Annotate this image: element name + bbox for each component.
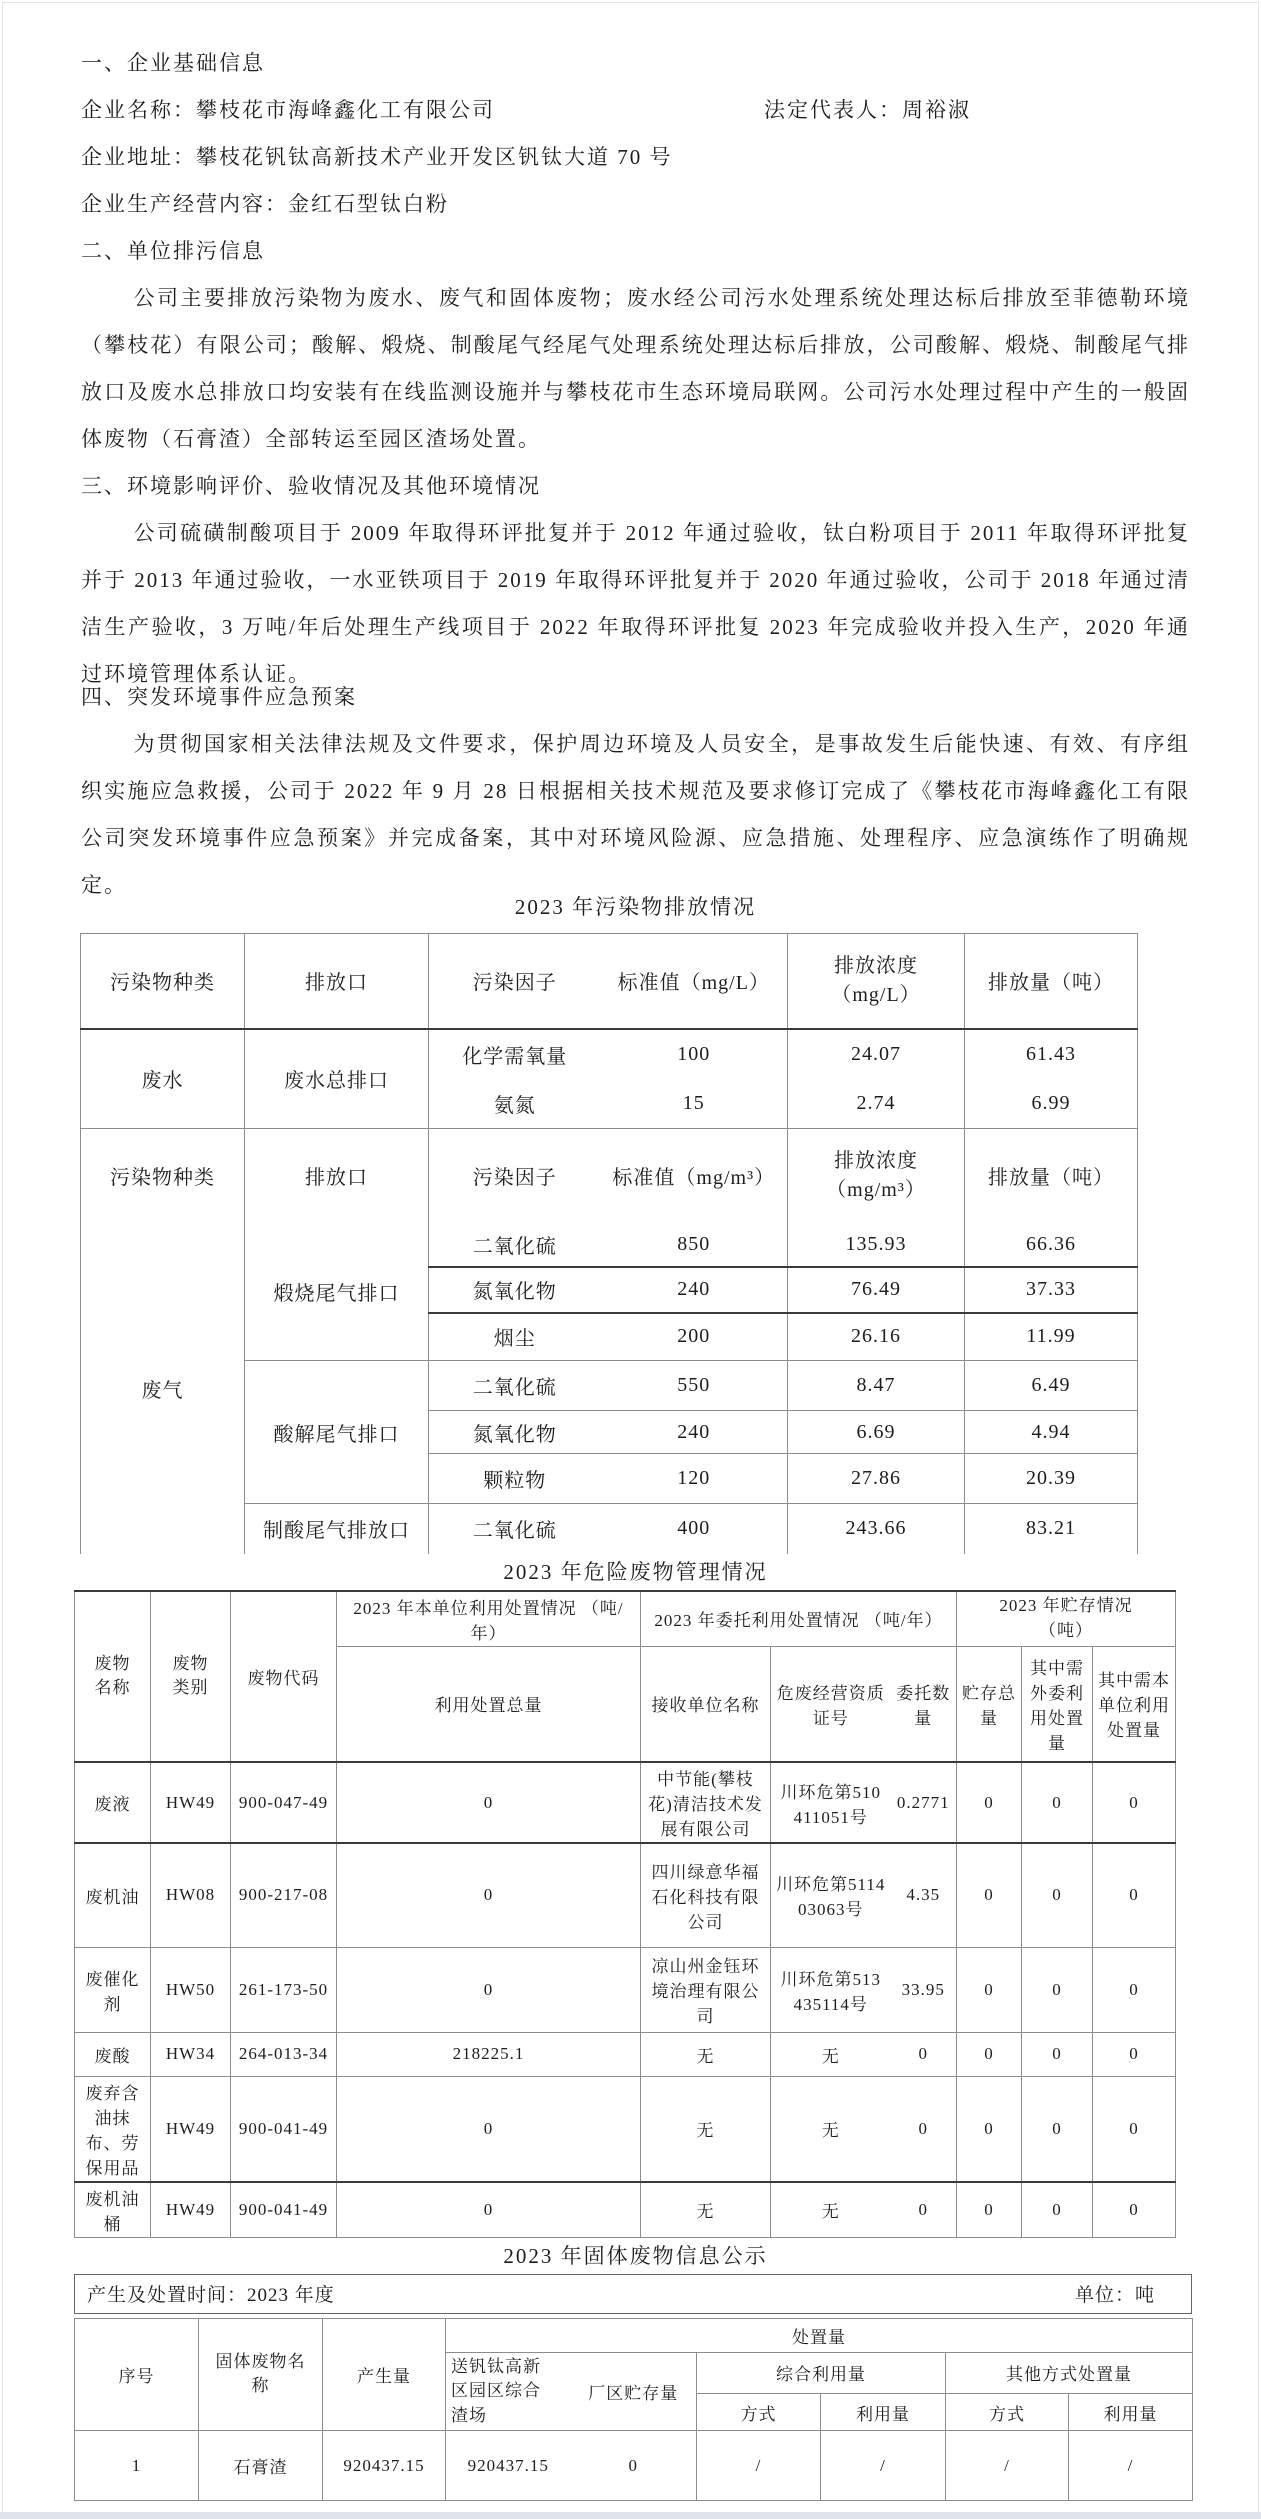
cell: 0.2771: [891, 1762, 957, 1843]
cell: 8.47: [788, 1361, 965, 1411]
cell: 200: [601, 1313, 788, 1361]
cell: 无: [771, 2076, 891, 2182]
header-cell: [75, 1591, 151, 1763]
cell: /: [1069, 2431, 1193, 2501]
cell: 无: [641, 2032, 771, 2076]
header-line: 区园区综合: [451, 2381, 541, 2401]
cell: 0: [1022, 1947, 1093, 2032]
cell: 26.16: [788, 1313, 965, 1361]
cell: HW08: [151, 1843, 231, 1947]
header-cell: 污染物种类: [81, 934, 245, 1029]
header-line: （mg/m³）: [826, 1178, 926, 1201]
cell: 900-041-49: [231, 2182, 337, 2238]
header-cell: 污染因子: [429, 1129, 601, 1223]
cell: 550: [601, 1361, 788, 1411]
cell: 烟尘: [429, 1313, 601, 1361]
cell: /: [946, 2431, 1069, 2501]
header-group-cell: [957, 1591, 1176, 1647]
cell: 0: [1093, 2032, 1176, 2076]
cell: 15: [601, 1079, 788, 1129]
cell: 川环危第510411051号: [771, 1762, 891, 1843]
cell: 0: [1093, 1947, 1176, 2032]
section1-title: 一、企业基础信息: [81, 51, 265, 75]
cell: 243.66: [788, 1504, 965, 1554]
header-cell: 排放口: [245, 934, 429, 1029]
cell: 无: [641, 2182, 771, 2238]
header-line: 排放浓度: [834, 1149, 918, 1172]
header-cell: 产生量: [323, 2318, 446, 2431]
header-line: 送钒钛高新: [451, 2356, 541, 2376]
emissions-table-title: 2023 年污染物排放情况: [514, 895, 757, 919]
cell: 川环危第513435114号: [771, 1947, 891, 2032]
cell: 0: [571, 2431, 697, 2501]
cell: 27.86: [788, 1454, 965, 1504]
cell: 4.94: [965, 1411, 1138, 1454]
cell: 120: [601, 1454, 788, 1504]
table-row: [75, 1762, 1176, 1843]
header-cell: 接收单位名称: [641, 1646, 771, 1762]
cell: 石膏渣: [199, 2431, 323, 2501]
cell: 6.49: [965, 1361, 1138, 1411]
cell: 0: [957, 2182, 1022, 2238]
cell: 化学需氧量: [429, 1029, 601, 1079]
header-cell: 污染物种类: [81, 1129, 245, 1223]
cell: 0: [1022, 2032, 1093, 2076]
header-line: 废物: [172, 1653, 209, 1673]
header-cell: 利用处置总量: [337, 1646, 641, 1762]
cell: 无: [771, 2182, 891, 2238]
cell: 24.07: [788, 1029, 965, 1079]
cell: 四川绿意华福石化科技有限公司: [641, 1843, 771, 1947]
cell: 240: [601, 1411, 788, 1454]
company-business: 企业生产经营内容：金红石型钛白粉: [81, 192, 449, 216]
cell: 37.33: [965, 1267, 1138, 1313]
cell: 0: [891, 2032, 957, 2076]
solidwaste-period: 产生及处置时间：2023 年度: [87, 2285, 335, 2306]
header-cell: 委托数量: [891, 1646, 957, 1762]
header-cell: [446, 2352, 571, 2431]
header-line: 名称: [94, 1678, 131, 1698]
cell: 218225.1: [337, 2032, 641, 2076]
cell: 0: [891, 2076, 957, 2182]
cell: 0: [957, 1762, 1022, 1843]
cell: 0: [337, 1947, 641, 2032]
section2-paragraph: 公司主要排放污染物为废水、废气和固体废物；废水经公司污水处理系统处理达标后排放至菲德勒环境（攀枝花）有限公司；酸解、煅烧、制酸尾气经尾气处理系统处理达标后排放，公司酸解、煅烧、制酸尾气排放口及废水总排放口均安装有在线监测设施并与攀枝花市生态环境局联网。公司污水处理过程中产生的一般固体废物（石膏渣）全部转运至园区渣场处置。: [81, 286, 1190, 451]
cell: 无: [641, 2076, 771, 2182]
cell: 240: [601, 1267, 788, 1313]
cell: 76.49: [788, 1267, 965, 1313]
cell: 6.99: [965, 1079, 1138, 1129]
section3-paragraph: 公司硫磺制酸项目于 2009 年取得环评批复并于 2012 年通过验收，钛白粉项目于 2011 年取得环评批复并于 2013 年通过验收，一水亚铁项目于 2019 年取得环评批复并于 2020 年通过验收，公司于 2018 年通过清洁生产验收，3 万吨/年后处理生产线项目于 2022 年取得环评批复 2023 年完成验收并投入生产，2020 年通过环境管理体系认证。: [81, 521, 1190, 686]
cell: 0: [891, 2182, 957, 2238]
cell: /: [821, 2431, 946, 2501]
section4-title: 四、突发环境事件应急预案: [81, 685, 357, 709]
cell: HW50: [151, 1947, 231, 2032]
cell: 0: [957, 2076, 1022, 2182]
cell: 900-041-49: [231, 2076, 337, 2182]
header-group-cell: 综合利用量: [697, 2352, 946, 2394]
header-group-cell: 处置量: [446, 2318, 1193, 2352]
cell: 废酸: [75, 2032, 151, 2076]
cell: 0: [957, 1947, 1022, 2032]
cell: 颗粒物: [429, 1454, 601, 1504]
header-line: （mg/L）: [831, 983, 921, 1006]
hazwaste-table: [74, 1590, 1176, 2238]
table-row: [75, 1591, 1176, 1647]
cell: 61.43: [965, 1029, 1138, 1079]
cell: 135.93: [788, 1223, 965, 1267]
header-cell: [151, 1591, 231, 1763]
page-bottom-strip: [0, 2512, 1261, 2519]
cell: 凉山州金钰环境治理有限公司: [641, 1947, 771, 2032]
cell: 废液: [75, 1762, 151, 1843]
cell: 废弃含油抹布、劳保用品: [75, 2076, 151, 2182]
header-line: 2023 年贮存情况: [999, 1595, 1133, 1615]
legal-representative: 法定代表人：周裕淑: [764, 98, 971, 122]
header-cell: [788, 1129, 965, 1223]
cell: 二氧化硫: [429, 1223, 601, 1267]
header-line: 固体废物名: [215, 2351, 306, 2371]
cell: 20.39: [965, 1454, 1138, 1504]
section4-paragraph: 为贯彻国家相关法律法规及文件要求，保护周边环境及人员安全，是事故发生后能快速、有效、有序组织实施应急救援，公司于 2022 年 9 月 28 日根据相关技术规范及要求修订完成了《攀枝花市海峰鑫化工有限公司突发环境事件应急预案》并完成备案，其中对环境风险源、应急措施、处理程序、应急演练作了明确规定。: [81, 732, 1190, 897]
header-group-cell: 2023 年本单位利用处置情况 （吨/年）: [337, 1591, 641, 1647]
header-cell: 标准值（mg/L）: [601, 934, 788, 1029]
company-name: 企业名称：攀枝花市海峰鑫化工有限公司: [81, 98, 495, 122]
cell: /: [697, 2431, 821, 2501]
header-cell: 标准值（mg/m³）: [601, 1129, 788, 1223]
cell: HW34: [151, 2032, 231, 2076]
cell: 900-217-08: [231, 1843, 337, 1947]
cell: 二氧化硫: [429, 1361, 601, 1411]
header-cell: 利用量: [1069, 2394, 1193, 2431]
cell: 920437.15: [323, 2431, 446, 2501]
header-cell: 废物代码: [231, 1591, 337, 1763]
cell: HW49: [151, 2182, 231, 2238]
cell: 0: [1022, 2076, 1093, 2182]
cell: 0: [957, 1843, 1022, 1947]
cell: 264-013-34: [231, 2032, 337, 2076]
header-group-cell: 其他方式处置量: [946, 2352, 1193, 2394]
cell: 900-047-49: [231, 1762, 337, 1843]
cell: 2.74: [788, 1079, 965, 1129]
cell: 0: [1022, 1843, 1093, 1947]
cell: HW49: [151, 2076, 231, 2182]
cell: 废催化剂: [75, 1947, 151, 2032]
cell: 850: [601, 1223, 788, 1267]
header-cell: 贮存总量: [957, 1646, 1022, 1762]
header-cell: 其中需本单位利用处置量: [1093, 1646, 1176, 1762]
table-row: [81, 1223, 1138, 1267]
cell: 100: [601, 1029, 788, 1079]
solidwaste-table-title: 2023 年固体废物信息公示: [503, 2243, 768, 2268]
cell: 0: [337, 1762, 641, 1843]
cell: 无: [771, 2032, 891, 2076]
solidwaste-table: [74, 2318, 1193, 2502]
cell: 氨氮: [429, 1079, 601, 1129]
table-row: [75, 1947, 1176, 2032]
cell: 6.69: [788, 1411, 965, 1454]
section2-title: 二、单位排污信息: [81, 239, 265, 263]
header-cell: 利用量: [821, 2394, 946, 2431]
header-cell: 方式: [697, 2394, 821, 2431]
cell: 400: [601, 1504, 788, 1554]
table-row: [75, 2431, 1193, 2501]
header-cell: [199, 2318, 323, 2431]
header-cell: 排放口: [245, 1129, 429, 1223]
cell: 0: [1022, 2182, 1093, 2238]
hazwaste-table-title: 2023 年危险废物管理情况: [503, 1559, 768, 1584]
table-row: [75, 2032, 1176, 2076]
cell: 0: [337, 2076, 641, 2182]
table-row: [75, 1843, 1176, 1947]
cell: 川环危第511403063号: [771, 1843, 891, 1947]
cell-outlet: 煅烧尾气排口: [245, 1223, 429, 1361]
cell: 中节能(攀枝花)清洁技术发展有限公司: [641, 1762, 771, 1843]
company-address: 企业地址：攀枝花钒钛高新技术产业开发区钒钛大道 70 号: [81, 145, 673, 169]
header-line: 类别: [172, 1678, 209, 1698]
cell-outlet: 废水总排口: [245, 1029, 429, 1129]
cell-kind: 废气: [81, 1223, 245, 1554]
cell: 废机油: [75, 1843, 151, 1947]
cell: 0: [337, 1843, 641, 1947]
table-row: [75, 2182, 1176, 2238]
cell: 氮氧化物: [429, 1267, 601, 1313]
cell: 二氧化硫: [429, 1504, 601, 1554]
header-cell: 序号: [75, 2318, 199, 2431]
header-cell: 方式: [946, 2394, 1069, 2431]
cell: 83.21: [965, 1504, 1138, 1554]
header-line: 称: [251, 2376, 270, 2396]
cell: 0: [337, 2182, 641, 2238]
emissions-table: [80, 933, 1138, 1554]
header-cell: 污染因子: [429, 934, 601, 1029]
table-row: [81, 1029, 1138, 1079]
cell: 0: [1093, 2182, 1176, 2238]
header-cell: 其中需外委利用处置量: [1022, 1646, 1093, 1762]
header-cell: 排放量（吨）: [965, 1129, 1138, 1223]
cell-outlet: 酸解尾气排口: [245, 1361, 429, 1504]
cell-kind: 废水: [81, 1029, 245, 1129]
cell: 废机油桶: [75, 2182, 151, 2238]
cell: 氮氧化物: [429, 1411, 601, 1454]
header-line: （吨）: [1039, 1620, 1094, 1640]
table-row: [81, 1129, 1138, 1223]
header-cell: 排放量（吨）: [965, 934, 1138, 1029]
cell: HW49: [151, 1762, 231, 1843]
cell: 0: [1022, 1762, 1093, 1843]
solidwaste-unit: 单位：吨: [1074, 2285, 1155, 2306]
cell: 66.36: [965, 1223, 1138, 1267]
cell: 920437.15: [446, 2431, 571, 2501]
header-cell: 厂区贮存量: [571, 2352, 697, 2431]
cell: 0: [957, 2032, 1022, 2076]
table-row: [81, 934, 1138, 1029]
cell: 0: [1093, 1762, 1176, 1843]
cell: 1: [75, 2431, 199, 2501]
cell: 4.35: [891, 1843, 957, 1947]
cell: 11.99: [965, 1313, 1138, 1361]
header-line: 废物: [94, 1653, 131, 1673]
cell-outlet: 制酸尾气排放口: [245, 1504, 429, 1554]
header-line: 渣场: [451, 2405, 487, 2425]
section3-title: 三、环境影响评价、验收情况及其他环境情况: [81, 474, 541, 498]
header-cell: 危废经营资质证号: [771, 1646, 891, 1762]
header-cell: [788, 934, 965, 1029]
cell: 33.95: [891, 1947, 957, 2032]
header-line: 排放浓度: [834, 954, 918, 977]
cell: 0: [1093, 1843, 1176, 1947]
table-row: [75, 2076, 1176, 2182]
cell: 261-173-50: [231, 1947, 337, 2032]
cell: 0: [1093, 2076, 1176, 2182]
header-group-cell: 2023 年委托利用处置情况 （吨/年）: [641, 1591, 957, 1647]
table-row: [75, 2318, 1193, 2352]
company-info-row: [81, 87, 1190, 134]
solidwaste-meta-bar: [74, 2274, 1192, 2314]
